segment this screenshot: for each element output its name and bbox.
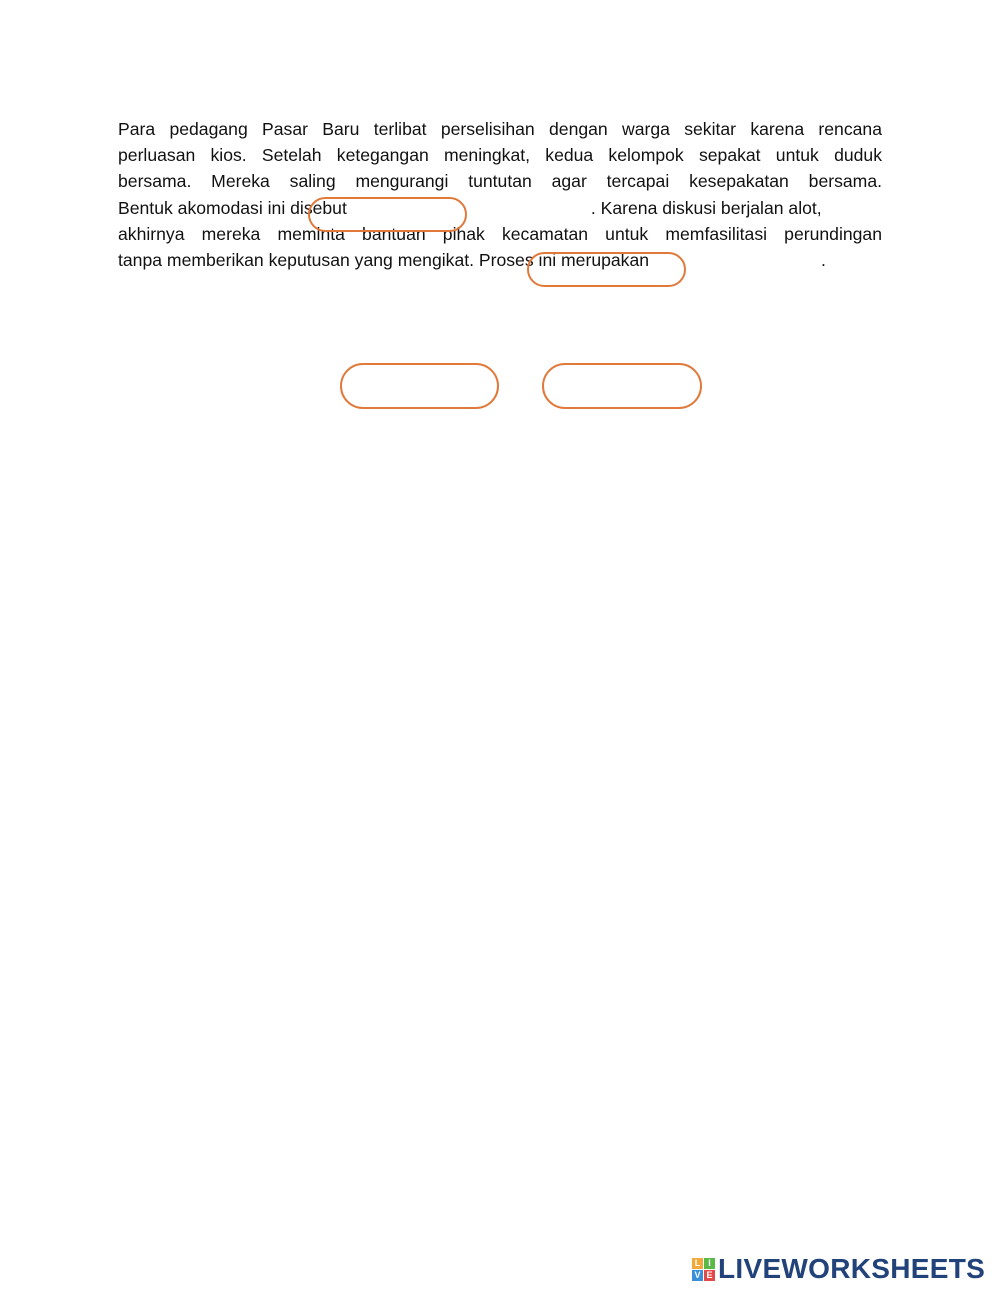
passage-line-6	[118, 247, 882, 273]
answer-option-1[interactable]	[340, 363, 499, 409]
worksheet-passage	[118, 116, 882, 273]
logo-mark-v: V	[692, 1270, 703, 1281]
passage-line-5: akhirnya mereka meminta bantuan pihak kecamatan untuk memfasilitasi perundingan	[118, 223, 882, 244]
passage-line-4-after: . Karena diskusi berjalan alot,	[590, 197, 822, 218]
liveworksheets-logo-icon	[692, 1258, 715, 1281]
passage-line-4	[118, 195, 882, 221]
logo-mark-e: E	[704, 1270, 715, 1281]
passage-line-1: Para pedagang Pasar Baru terlibat perselisihan dengan warga sekitar karena rencana	[118, 119, 882, 139]
passage-line-4-before: Bentuk akomodasi ini disebut	[118, 197, 347, 218]
liveworksheets-logo	[692, 1252, 985, 1286]
passage-line-6-after: .	[821, 249, 826, 270]
logo-mark-l: L	[692, 1258, 703, 1269]
logo-mark-i: I	[704, 1258, 715, 1269]
answer-option-2[interactable]	[542, 363, 702, 409]
passage-line-3: bersama. Mereka saling mengurangi tuntutan agar tercapai kesepakatan bersama.	[118, 171, 882, 192]
answer-blank-2-input[interactable]	[527, 252, 686, 287]
passage-line-6-before: tanpa memberikan keputusan yang mengikat. Proses ini merupakan	[118, 249, 650, 270]
liveworksheets-logo-text: LIVEWORKSHEETS	[718, 1253, 986, 1284]
passage-line-2: perluasan kios. Setelah ketegangan meningkat, kedua kelompok sepakat untuk duduk	[118, 145, 882, 166]
answer-blank-1-input[interactable]	[308, 197, 467, 232]
